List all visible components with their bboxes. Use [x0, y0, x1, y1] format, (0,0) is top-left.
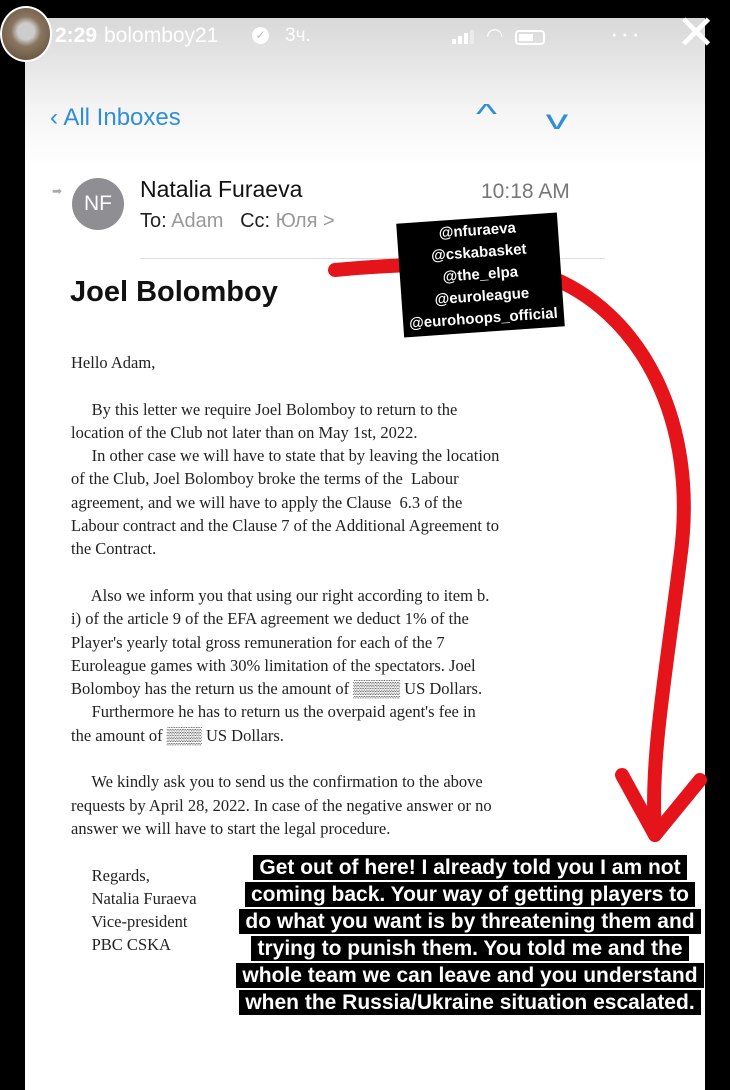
caption-sticker	[235, 854, 705, 1016]
letter-line: We kindly ask you to send us the confirmation to the above	[71, 772, 483, 792]
letter-line: Player's yearly total gross remuneration for each of the 7	[71, 632, 445, 652]
letter-line: the Contract.	[71, 539, 157, 559]
letter-line: Regards,	[71, 865, 150, 885]
letter-line: agreement, and we will have to apply the Clause 6.3 of the	[71, 492, 463, 512]
arrow-line	[335, 265, 684, 835]
letter-line: i) of the article 9 of the EFA agreement we deduct 1% of the	[71, 609, 469, 629]
story-username[interactable]: bolomboy21	[104, 24, 219, 47]
back-label: All Inboxes	[63, 104, 181, 131]
mention-tag[interactable]: @nfuraeva	[438, 219, 517, 242]
letter-line: answer we will have to start the legal procedure.	[71, 818, 391, 838]
close-button[interactable]: ✕	[676, 7, 717, 60]
cc-value: Юля >	[275, 210, 335, 232]
next-message-icon[interactable]: v	[545, 104, 569, 135]
mention-tags	[396, 213, 564, 338]
profile-avatar[interactable]	[0, 6, 52, 62]
to-value: Adam	[171, 210, 224, 232]
mention-tag[interactable]: @cskabasket	[430, 240, 528, 265]
letter-line: the amount of ▒▒▒ US Dollars.	[71, 725, 284, 745]
mail-time: 10:18 AM	[481, 180, 570, 203]
letter-line: Labour contract and the Clause 7 of the Additional Agreement to	[71, 516, 499, 536]
verified-badge-icon: ✓	[252, 27, 269, 44]
letter-line: Hello Adam,	[71, 353, 156, 372]
sender-name: Natalia Furaeva	[140, 176, 303, 202]
mention-tag[interactable]: @the_elpa	[442, 263, 519, 286]
signal-icon	[452, 30, 474, 44]
letter-line: of the Club, Joel Bolomboy broke the terms of the Labour	[71, 469, 459, 489]
letter-line: In other case we will have to state that by leaving the location	[71, 446, 500, 466]
letter-line: Bolomboy has the return us the amount of ▒▒▒▒ US Dollars.	[71, 679, 483, 699]
mail-subject: Joel Bolomboy	[70, 276, 278, 308]
letter-line: By this letter we require Joel Bolomboy to return to the	[71, 399, 458, 419]
forwarded-icon: ➡	[52, 184, 63, 198]
letter-line: Natalia Furaeva	[71, 888, 197, 908]
back-to-inboxes[interactable]: ‹ All Inboxes	[50, 104, 181, 131]
sender-avatar: NF	[72, 178, 124, 230]
battery-icon	[515, 30, 545, 45]
letter-line: Also we inform you that using our right according to item b.	[71, 585, 490, 605]
wifi-icon: ◠	[486, 25, 504, 47]
letter-line: requests by April 28, 2022. In case of the negative answer or no	[71, 795, 492, 815]
letter-line: Euroleague games with 30% limitation of the spectators. Joel	[71, 655, 476, 675]
caption-text: Get out of here! I already told you I am not coming back. Your way of getting players to do what you want is by threatening them and trying to punish them. You told me and the whole team we can leave and you understand when the Russia/Ukraine situation escalated.	[236, 855, 703, 1015]
to-label: To:	[140, 210, 167, 232]
mention-tag[interactable]: @eurohoops_official	[408, 304, 559, 333]
more-options-button[interactable]: ···	[610, 18, 642, 48]
status-time: 2:29	[55, 24, 98, 47]
story-time-ago: 3ч.	[285, 25, 311, 46]
cc-label: Cc:	[240, 210, 271, 232]
mention-tag[interactable]: @euroleague	[434, 284, 530, 309]
previous-message-icon[interactable]: ^	[476, 98, 498, 129]
letter-line: location of the Club not later than on May 1st, 2022.	[71, 422, 418, 442]
letter-line: Vice-president	[71, 912, 188, 932]
letter-line: Furthermore he has to return us the overpaid agent's fee in	[71, 702, 476, 722]
letter-line: PBC CSKA	[71, 935, 171, 955]
